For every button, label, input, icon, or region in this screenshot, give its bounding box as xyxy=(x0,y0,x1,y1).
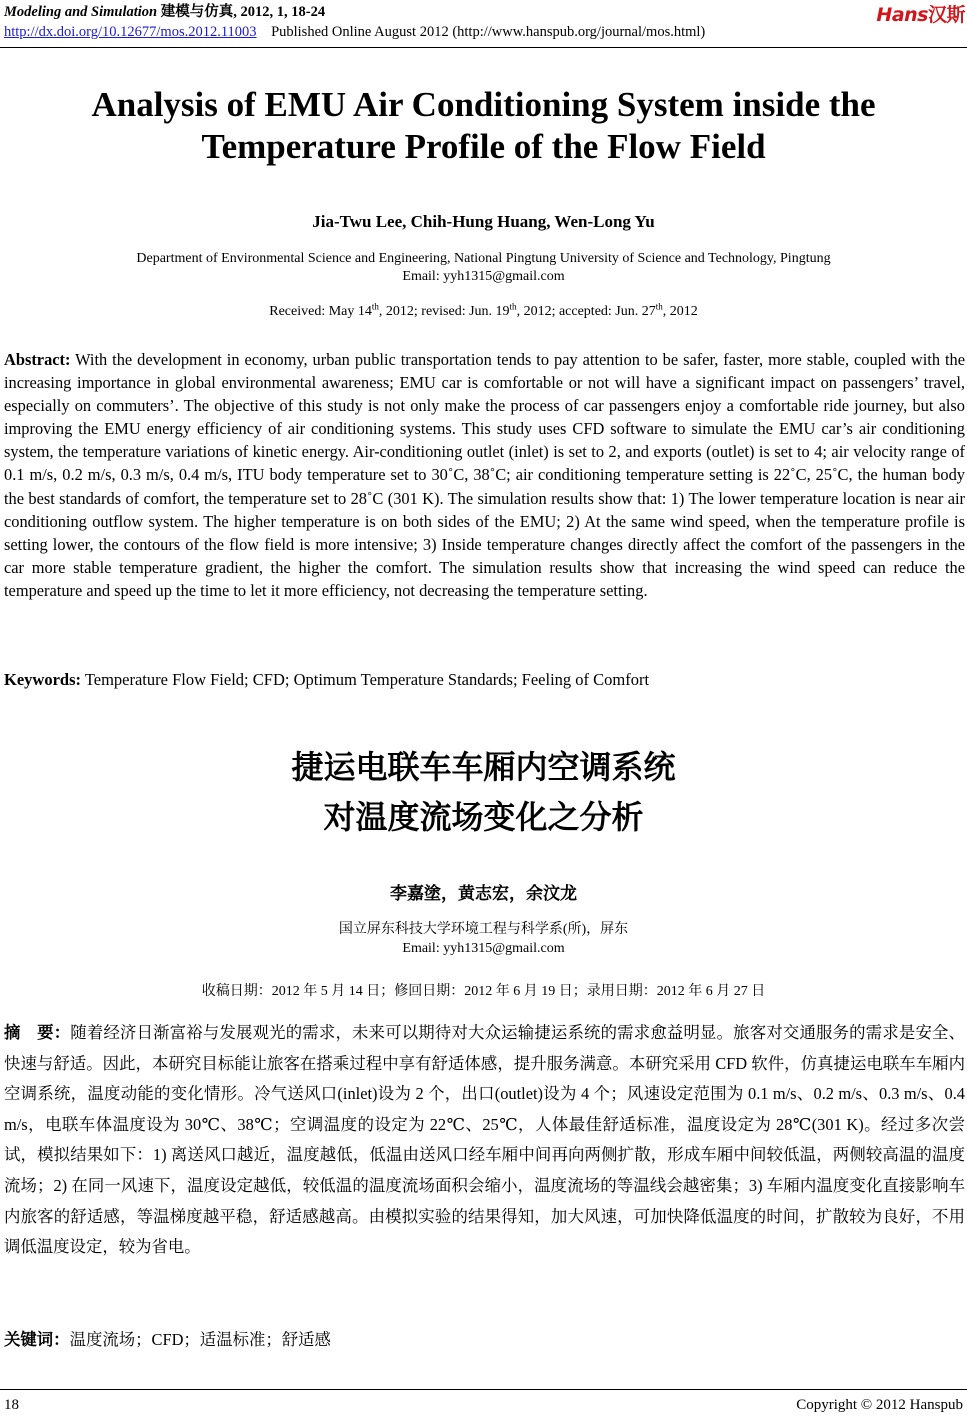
ordinal-suffix: th xyxy=(509,301,517,312)
publication-line xyxy=(4,24,705,41)
title-cn-line-2: 对温度流场变化之分析 xyxy=(323,798,644,836)
volume-info: , 2012, 1, 18-24 xyxy=(233,4,326,20)
abstract-cn xyxy=(4,1018,965,1263)
title-en-line-2: Temperature Profile of the Flow Field xyxy=(201,127,766,166)
revised-date: , 2012; revised: Jun. 19 xyxy=(378,304,510,319)
email-cn: Email: yyh1315@gmail.com xyxy=(402,941,565,956)
affiliation-cn-text: 国立屏东科技大学环境工程与科学系(所)，屏东 xyxy=(338,922,629,937)
abstract-label-en: Abstract: xyxy=(4,350,71,369)
journal-name-cn: 建模与仿真 xyxy=(160,4,234,20)
keywords-label-en: Keywords: xyxy=(4,670,81,689)
keywords-text-en: Temperature Flow Field; CFD; Optimum Temperature Standards; Feeling of Comfort xyxy=(81,670,650,689)
abstract-label-cn: 摘 要： xyxy=(4,1023,71,1042)
keywords-en xyxy=(4,670,649,690)
authors-en: Jia-Twu Lee, Chih-Hung Huang, Wen-Long Yu xyxy=(312,212,655,231)
paper-title-cn xyxy=(0,742,967,842)
abstract-en xyxy=(4,348,965,602)
title-en-line-1: Analysis of EMU Air Conditioning System inside the xyxy=(91,85,876,124)
header-divider xyxy=(0,47,967,48)
affiliation-en-text: Department of Environmental Science and Engineering, National Pingtung University of Science and Technology, Pingtung xyxy=(136,251,831,266)
copyright-notice: Copyright © 2012 Hanspub xyxy=(796,1397,963,1413)
abstract-text-cn: 随着经济日渐富裕与发展观光的需求，未来可以期待对大众运输捷运系统的需求愈益明显。旅客对交通服务的需求是安全、快速与舒适。因此，本研究目标能让旅客在搭乘过程中享有舒适体感，提升服务满意。本研究采用 CFD 软件，仿真捷运电联车车厢内空调系统，温度动能的变化情形。冷气送风口(inlet)设为 2 个，出口(outlet)设为 4 个；风速设定范围为 0.1 m/s、0.2 m/s、0.3 m/s、0.4 m/s，电联车体温度设为 30℃、38℃；空调温度的设定为 22℃、25℃，人体最佳舒适标准，温度设定为 28℃(301 K)。经过多次尝试，模拟结果如下：1) 离送风口越近，温度越低，低温由送风口经车厢中间再向两侧扩散，形成车厢中间较低温，两侧较高温的温度流场；2) 在同一风速下，温度设定越低，较低温的温度流场面积会缩小，温度流场的等温线会越密集；3) 车厢内温度变化直接影响车内旅客的舒适感，等温梯度越平稳，舒适感越高。由模拟实验的结果得知，加大风速，可加快降低温度的时间，扩散较为良好，不用调低温度设定，较为省电。 xyxy=(4,1023,966,1257)
authors-cn: 李嘉塗，黄志宏，余汶龙 xyxy=(390,884,577,904)
journal-name: Modeling and Simulation xyxy=(4,4,158,20)
received-dates-cn: 收稿日期：2012 年 5 月 14 日；修回日期：2012 年 6 月 19 日；录用日期：2012 年 6 月 27 日 xyxy=(201,984,766,999)
abstract-text-en: With the development in economy, urban public transportation tends to pay attention to be safer, faster, more stable, coupled with the increasing importance in global environmental awareness; EMU car is comfortable or not will have a significant impact on passengers’ travel, especially on commuters’. The objective of this study is not only make the process of car passengers enjoy a comfortable ride journey, but also improving the EMU energy efficiency of air conditioning systems. This study uses CFD software to simulate the EMU car’s air conditioning system, the temperature variations of kinetic energy. Air-conditioning outlet (inlet) is set to 2, and exports (outlet) is set to 4; air velocity range of 0.1 m/s, 0.2 m/s, 0.3 m/s, 0.4 m/s, ITU body temperature set to 30˚C, 38˚C; air conditioning temperature setting is 22˚C, 25˚C, the human body the best standards of comfort, the temperature set to 28˚C (301 K). The simulation results show that: 1) The lower temperature location is near air conditioning outflow system. The higher temperature is on both sides of the EMU; 2) At the same wind speed, when the temperature profile is setting lower, the contours of the flow field is more intensive; 3) Inside temperature changes directly affect the comfort of the passengers in the car more stable temperature gradient, the higher the comfort. The simulation results show that increasing the wind speed can reduce the temperature and speed up the time to let it more efficiency, not decreasing the temperature setting. xyxy=(4,350,965,600)
received-date: Received: May 14 xyxy=(269,304,372,319)
email-en: Email: yyh1315@gmail.com xyxy=(402,269,565,284)
footer-divider xyxy=(0,1389,967,1390)
running-header xyxy=(4,3,963,22)
ordinal-suffix: th xyxy=(371,301,379,312)
published-online: Published Online August 2012 (http://www.hanspub.org/journal/mos.html) xyxy=(271,24,706,40)
accepted-date: , 2012; accepted: Jun. 27 xyxy=(516,304,656,319)
doi-link[interactable]: http://dx.doi.org/10.12677/mos.2012.11003 xyxy=(4,24,257,40)
paper-title-en xyxy=(0,84,967,168)
ordinal-suffix: th xyxy=(655,301,663,312)
keywords-label-cn: 关键词： xyxy=(4,1330,70,1349)
received-dates-en xyxy=(0,301,967,320)
hanspub-logo xyxy=(876,0,965,27)
page-number: 18 xyxy=(4,1397,19,1413)
keywords-text-cn: 温度流场；CFD；适温标准；舒适感 xyxy=(69,1330,331,1349)
logo-text-cn: 汉斯 xyxy=(927,4,965,26)
affiliation-cn xyxy=(0,920,967,958)
logo-text: Hans xyxy=(876,4,928,26)
keywords-cn xyxy=(4,1326,331,1350)
year-suffix: , 2012 xyxy=(662,304,698,319)
title-cn-line-1: 捷运电联车车厢内空调系统 xyxy=(291,748,676,786)
affiliation-en xyxy=(0,250,967,286)
